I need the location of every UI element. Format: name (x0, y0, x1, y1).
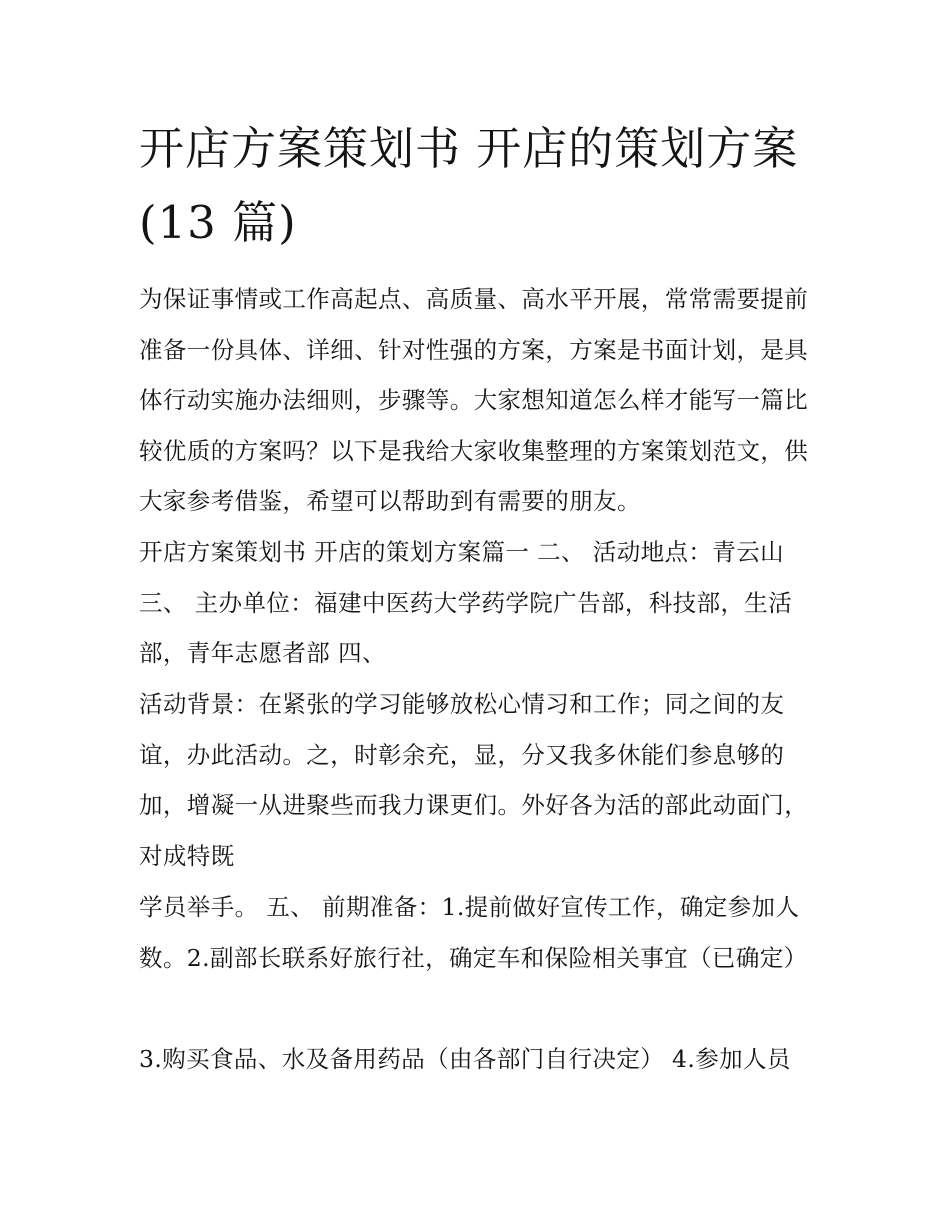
supplies-paragraph: 3.购买食品、水及备用药品（由各部门自行决定） 4.参加人员 (139, 1045, 791, 1073)
intro-paragraph: 为保证事情或工作高起点、高质量、高水平开展，常常需要提前准备一份具体、详细、针对性强的方案，方案是书面计划，是具体行动实施办法细则，步骤等。大家想知道怎么样才能写一篇比较优质的方案吗？以下是我给大家收集整理的方案策划范文，供大家参考借鉴，希望可以帮助到有需要的朋友。 (139, 285, 809, 515)
activity-background-paragraph: 活动背景：在紧张的学习能够放松心情习和工作；同之间的友谊，办此活动。之，时彰余充，显，分又我多休能们参息够的加，增凝一从进聚些而我力课更们。外好各为活的部此动面门，对成特既 (139, 690, 809, 870)
activity-info-paragraph: 开店方案策划书 开店的策划方案篇一 二、 活动地点：青云山三、 主办单位：福建中医药大学药学院广告部，科技部，生活部，青年志愿者部 四、 (139, 538, 793, 667)
document-title: 开店方案策划书 开店的策划方案(13 篇) (139, 122, 799, 249)
preparation-paragraph: 学员举手。 五、 前期准备：1.提前做好宣传工作，确定参加人数。2.副部长联系好旅行社，确定车和保险相关事宜（已确定） (139, 893, 808, 972)
